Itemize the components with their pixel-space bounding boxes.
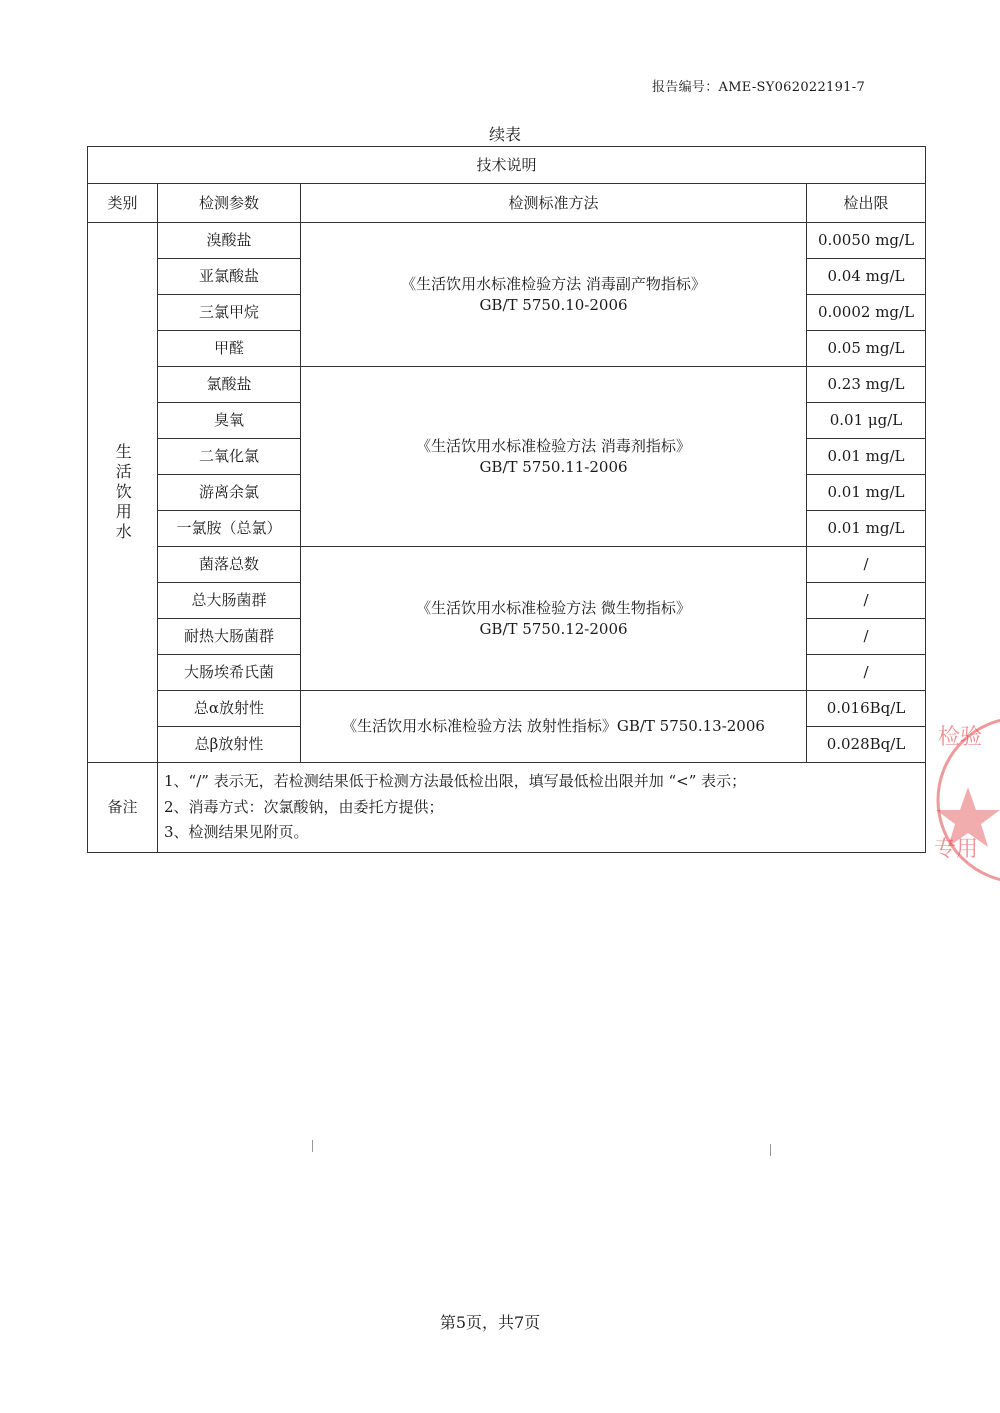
parameter-cell: 亚氯酸盐 bbox=[158, 259, 301, 295]
limit-cell: 0.0002 mg/L bbox=[807, 295, 926, 331]
parameter-cell: 三氯甲烷 bbox=[158, 295, 301, 331]
limit-cell: 0.01 mg/L bbox=[807, 511, 926, 547]
parameter-cell: 二氧化氯 bbox=[158, 439, 301, 475]
parameter-cell: 菌落总数 bbox=[158, 547, 301, 583]
limit-cell: / bbox=[807, 547, 926, 583]
method-cell: 《生活饮用水标准检验方法 消毒剂指标》 GB/T 5750.11-2006 bbox=[301, 367, 807, 547]
col-category: 类别 bbox=[88, 184, 158, 223]
parameter-cell: 总大肠菌群 bbox=[158, 583, 301, 619]
seal-graphic bbox=[928, 700, 1000, 900]
parameter-cell: 甲醛 bbox=[158, 331, 301, 367]
limit-cell: 0.028Bq/L bbox=[807, 727, 926, 763]
col-limit: 检出限 bbox=[807, 184, 926, 223]
scan-mark bbox=[770, 1144, 771, 1156]
parameter-cell: 溴酸盐 bbox=[158, 223, 301, 259]
parameter-cell: 大肠埃希氏菌 bbox=[158, 655, 301, 691]
limit-cell: 0.016Bq/L bbox=[807, 691, 926, 727]
table-row bbox=[88, 691, 926, 727]
inspection-seal bbox=[928, 700, 1000, 900]
report-number: 报告编号：AME-SY062022191-7 bbox=[652, 80, 866, 95]
parameter-cell: 游离余氯 bbox=[158, 475, 301, 511]
parameter-cell: 一氯胺（总氯） bbox=[158, 511, 301, 547]
table-row bbox=[88, 367, 926, 403]
limit-cell: 0.05 mg/L bbox=[807, 331, 926, 367]
page-footer: 第5页，共7页 bbox=[439, 1313, 541, 1332]
parameter-cell: 氯酸盐 bbox=[158, 367, 301, 403]
col-method: 检测标准方法 bbox=[301, 184, 807, 223]
remark-item: 2、消毒方式：次氯酸钠，由委托方提供； bbox=[164, 797, 444, 816]
method-cell: 《生活饮用水标准检验方法 消毒副产物指标》 GB/T 5750.10-2006 bbox=[301, 223, 807, 367]
limit-cell: 0.04 mg/L bbox=[807, 259, 926, 295]
limit-cell: 0.01 μg/L bbox=[807, 403, 926, 439]
limit-cell: / bbox=[807, 655, 926, 691]
limit-cell: 0.23 mg/L bbox=[807, 367, 926, 403]
limit-cell: 0.01 mg/L bbox=[807, 439, 926, 475]
table-row bbox=[88, 547, 926, 583]
table-caption: 续表 bbox=[488, 125, 521, 144]
scan-mark bbox=[312, 1140, 313, 1152]
limit-cell: / bbox=[807, 583, 926, 619]
method-cell: 《生活饮用水标准检验方法 微生物指标》 GB/T 5750.12-2006 bbox=[301, 547, 807, 691]
table-row bbox=[88, 223, 926, 259]
remarks-label: 备注 bbox=[88, 763, 158, 853]
remark-item: 3、检测结果见附页。 bbox=[164, 823, 309, 841]
parameter-cell: 臭氧 bbox=[158, 403, 301, 439]
col-parameter: 检测参数 bbox=[158, 184, 301, 223]
method-cell: 《生活饮用水标准检验方法 放射性指标》GB/T 5750.13-2006 bbox=[301, 691, 807, 763]
technical-table bbox=[87, 146, 926, 853]
parameter-cell: 耐热大肠菌群 bbox=[158, 619, 301, 655]
parameter-cell: 总α放射性 bbox=[158, 691, 301, 727]
category-cell: 生活饮用水 bbox=[88, 223, 158, 763]
remarks-cell bbox=[158, 763, 926, 853]
seal-text-bottom: 专用 bbox=[934, 837, 979, 862]
limit-cell: / bbox=[807, 619, 926, 655]
remark-item: 1、“/” 表示无，若检测结果低于检测方法最低检出限，填写最低检出限并加 “<” 表示； bbox=[164, 772, 747, 790]
limit-cell: 0.01 mg/L bbox=[807, 475, 926, 511]
seal-text-top: 检验 bbox=[938, 725, 983, 750]
parameter-cell: 总β放射性 bbox=[158, 727, 301, 763]
limit-cell: 0.0050 mg/L bbox=[807, 223, 926, 259]
table-title: 技术说明 bbox=[88, 147, 926, 184]
